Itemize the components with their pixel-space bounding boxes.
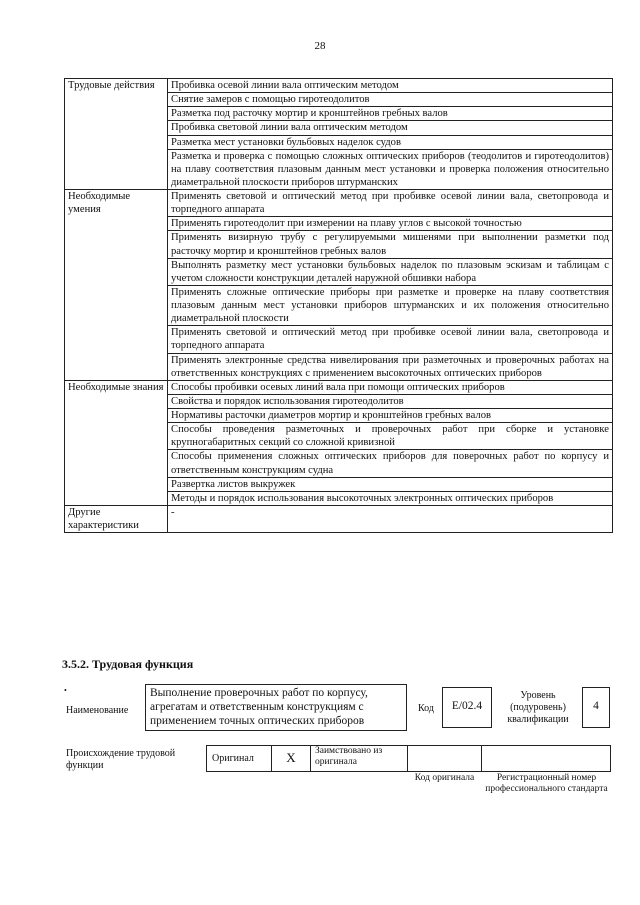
origin-label: Происхождение трудовой функции [66,748,176,771]
row-item: Пробивка осевой линии вала оптическим методом [168,79,613,93]
row-item: - [168,505,613,532]
row-category: Необходимые умения [65,190,168,381]
row-item: Способы пробивки осевых линий вала при помощи оптических приборов [168,380,613,394]
row-item: Разметка под расточку мортир и кронштейнов гребных валов [168,107,613,121]
requirements-table [64,78,613,533]
row-item: Методы и порядок использования высокоточных электронных оптических приборов [168,491,613,505]
row-item: Пробивка световой линии вала оптическим методом [168,121,613,135]
row-item: Развертка листов выкружек [168,477,613,491]
row-item: Свойства и порядок использования гиротеодолитов [168,394,613,408]
reg-caption: Регистрационный номер профессионального стандарта [485,773,608,795]
table-row [65,79,613,93]
table-row [65,190,613,217]
row-item: Разметка мест установки бульбовых наделок судов [168,135,613,149]
name-label: Наименование [66,705,129,716]
row-item: Способы применения сложных оптических приборов для поверочных работ по корпусу и ответственным конструкциям судна [168,450,613,477]
row-item: Разметка и проверка с помощью сложных оптических приборов (теодолитов и гиротеодолитов) на плаву соответствия плазовым данным мест установки и проверка положения относительно диаметральной плоскости приборов штурманских [168,149,613,189]
table-row [65,380,613,394]
row-category: Трудовые действия [65,79,168,190]
row-item: Применять гиротеодолит при измерении на плаву углов с высокой точностью [168,217,613,231]
bullet-mark: • [64,686,67,695]
table-row [65,505,613,532]
row-item: Способы проведения разметочных и проверочных работ при сборке и установке крупногабаритных секций со сложной кривизной [168,423,613,450]
original-mark: X [286,750,296,765]
row-item: Снятие замеров с помощью гиротеодолитов [168,93,613,107]
code-label: Код [418,703,434,714]
origin-div-4 [407,745,482,772]
section-title: 3.5.2. Трудовая функция [62,657,194,671]
row-item: Применять световой и оптический метод при пробивке осевой линии вала, светопровода и торпедного аппарата [168,190,613,217]
row-item: Выполнять разметку мест установки бульбовых наделок по плазовым эскизам и таблицам с учетом сложности конструкции деталей наружной обшивки набора [168,258,613,285]
level-label: Уровень (подуровень) квалификации [507,690,569,725]
page-number: 28 [314,40,326,52]
code-caption: Код оригинала [414,773,475,783]
row-category: Необходимые знания [65,380,168,505]
original-label: Оригинал [212,753,254,764]
borrowed-label: Заимствовано из оригинала [315,746,383,768]
row-item: Применять сложные оптические приборы при разметке и проверке на плаву соответствия плазовым данным мест установки приборов штурманских и их положения относительно диаметральной плоскости [168,285,613,325]
row-item: Применять световой и оптический метод при пробивке осевой линии вала, светопровода и торпедного аппарата [168,326,613,353]
row-category: Другие характеристики [65,505,168,532]
code-value: E/02.4 [451,700,483,712]
level-value: 4 [593,700,599,712]
name-value: Выполнение проверочных работ по корпусу, агрегатам и ответственным конструкциям с применением точных оптических приборов [150,687,368,728]
row-item: Применять визирную трубу с регулируемыми мишенями при выполнении разметки под расточку мортир и кронштейнов гребных валов [168,231,613,258]
row-item: Применять электронные средства нивелирования при разметочных и проверочных работах на ответственных конструкциях с применением высокоточных оптических приборов [168,353,613,380]
row-item: Нормативы расточки диаметров мортир и кронштейнов гребных валов [168,409,613,423]
